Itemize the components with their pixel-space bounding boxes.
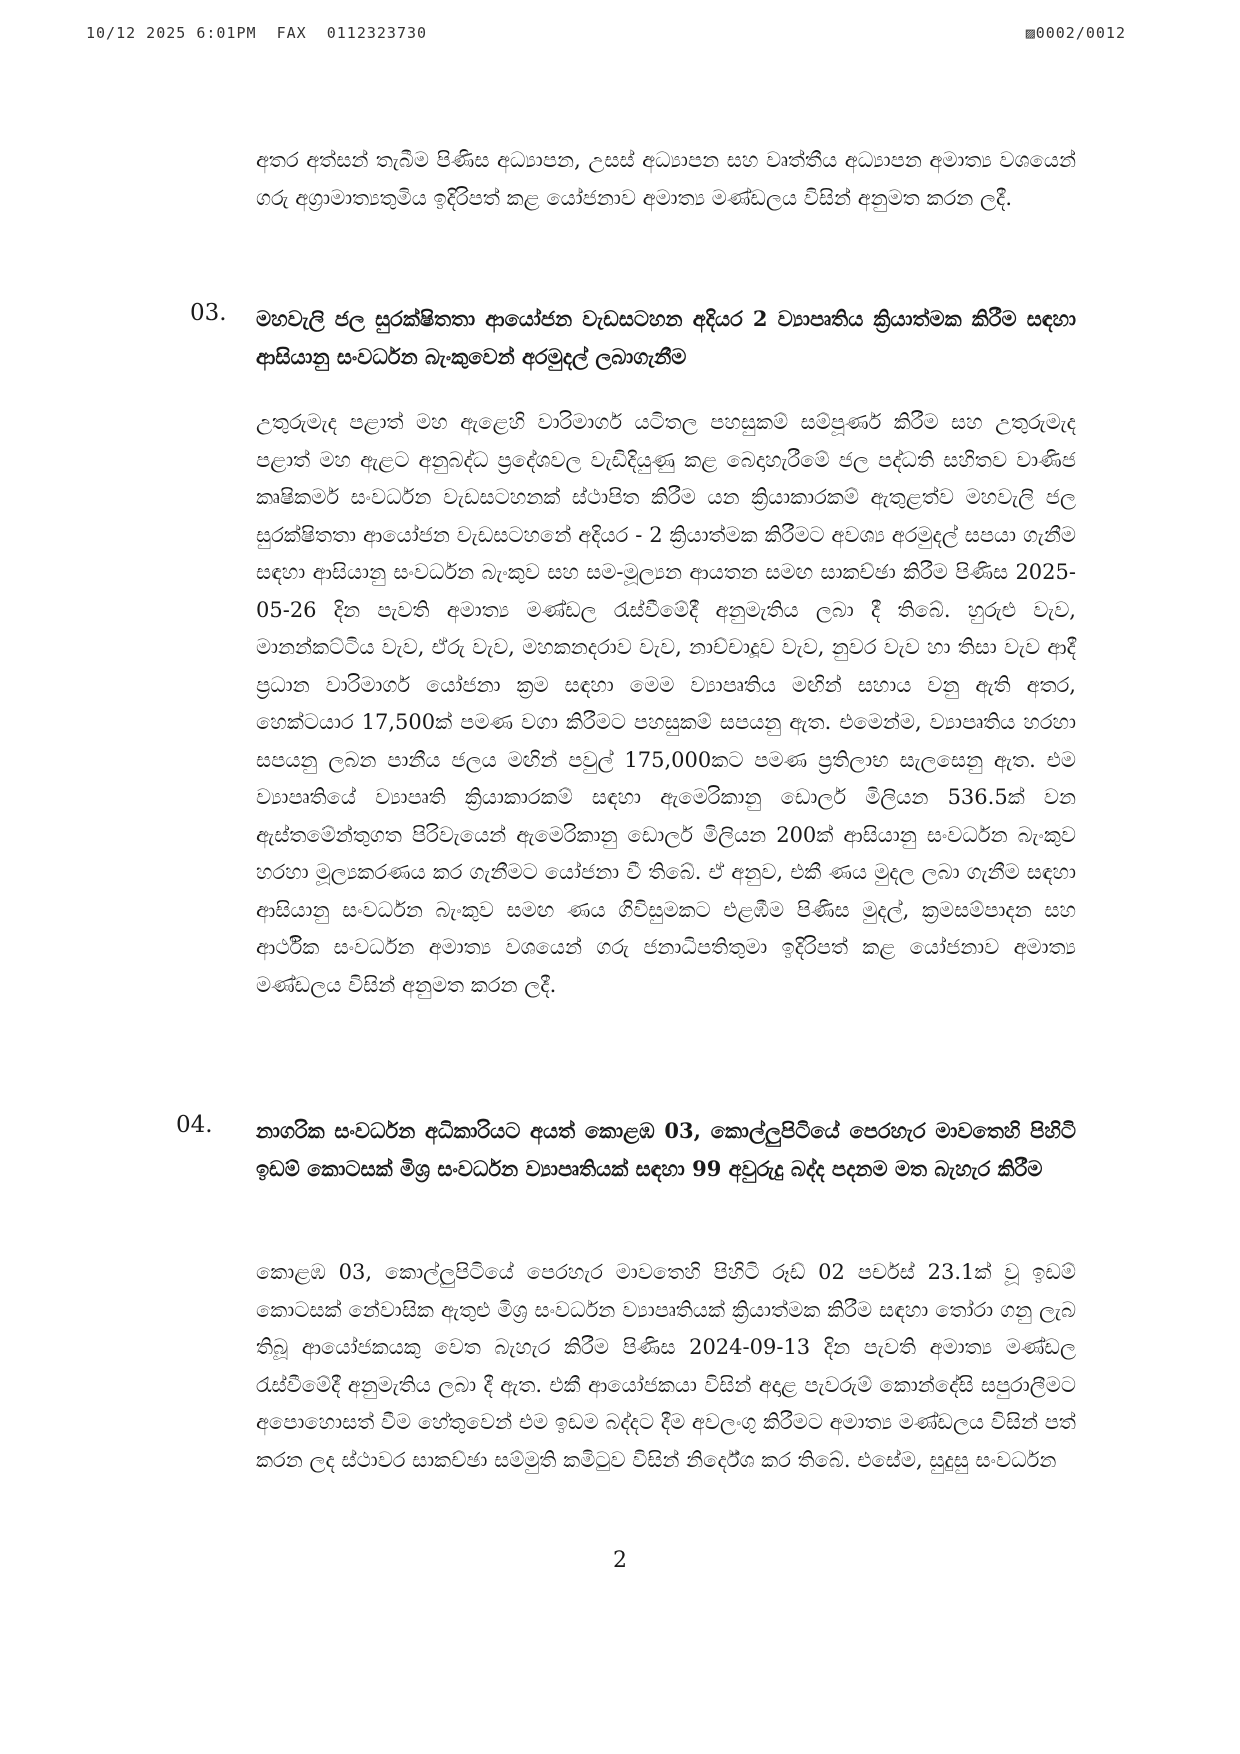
item-number-03: 03. [190,300,227,326]
page-number: 2 [613,1548,627,1573]
fax-page-counter: ▨0002/0012 [1025,24,1126,42]
fax-transmission-info: 10/12 2025 6:01PM FAX 0112323730 [86,24,428,42]
fax-header [86,24,1126,46]
item-number-04: 04. [176,1112,213,1138]
item-title-03: මහවැලි ජල සුරක්ෂිතතා ආයෝජන වැඩසටහන අදියර 2 ව්‍යාපෘතිය ක්‍රියාත්මක කිරීම සඳහා ආසියානු සංවර්ධන බැංකුවෙන් අරමුදල් ලබාගැනීම [256,306,1076,369]
item-body-03: උතුරුමැද පළාත් මහ ඇළෙහි වාරිමාර්ග යටිතල පහසුකම් සම්පූර්ණ කිරීම සහ උතුරුමැද පළාත් මහ ඇළට අනුබද්ධ ප්‍රදේශවල වැඩිදියුණු කළ බෙදාහැරීමේ ජල පද්ධති සහිතව වාණිජ කෘෂිකර්ම සංවර්ධන වැඩසටහනක් ස්ථාපිත කිරීම යන ක්‍රියාකාරකම් ඇතුළත්ව මහවැලි ජල සුරක්ෂිතතා ආයෝජන වැඩසටහනේ අදියර - 2 ක්‍රියාත්මක කිරීමට අවශ්‍ය අරමුදල් සපයා ගැනීම සඳහා ආසියානු සංවර්ධන බැංකුව සහ සම-මූල්‍යන ආයතන සමඟ සාකච්ඡා කිරීම පිණිස 2025-05-26 දින පැවති අමාත්‍ය මණ්ඩල රැස්වීමේදී අනුමැතිය ලබා දී තිබේ. හුරුළු වැව, මානන්කට්ටිය වැව, ඒරු වැව, මහකනදරාව වැව, නාච්චාදූව වැව, නුවර වැව හා තිසා වැව ආදී ප්‍රධාන වාරිමාර්ග යෝජනා ක්‍රම සඳහා මෙම ව්‍යාපෘතිය මඟින් සහාය වනු ඇති අතර, හෙක්ටයාර 17,500ක් පමණ වගා කිරීමට පහසුකම් සපයනු ඇත. එමෙන්ම, ව්‍යාපෘතිය හරහා සපයනු ලබන පානීය ජලය මඟින් පවුල් 175,000කට පමණ ප්‍රතිලාභ සැලසෙනු ඇත. එම ව්‍යාපෘතියේ ව්‍යාපෘති ක්‍රියාකාරකම් සඳහා ඇමෙරිකානු ඩොලර් මිලියන 536.5ක් වන ඇස්තමේන්තුගත පිරිවැයෙන් ඇමෙරිකානු ඩොලර් මිලියන 200ක් ආසියානු සංවර්ධන බැංකුව හරහා මූල්‍යකරණය කර ගැනීමට යෝජනා වී තිබේ. ඒ අනුව, එකී ණය මුදල ලබා ගැනීම සඳහා ආසියානු සංවර්ධන බැංකුව සමඟ ණය ගිවිසුමකට එළඹීම පිණිස මුදල්, ක්‍රමසම්පාදන සහ ආර්ථික සංවර්ධන අමාත්‍ය වශයෙන් ගරු ජනාධිපතිතුමා ඉදිරිපත් කළ යෝජනාව අමාත්‍ය මණ්ඩලය විසින් අනුමත කරන ලදී. [256,410,1076,997]
intro-paragraph: අතර අත්සන් තැබීම පිණිස අධ්‍යාපන, උසස් අධ්‍යාපන සහ වෘත්තීය අධ්‍යාපන අමාත්‍ය වශයෙන් ගරු අග්‍රාමාත්‍යතුමිය ඉදිරිපත් කළ යෝජනාව අමාත්‍ය මණ්ඩලය විසින් අනුමත කරන ලදී. [256,148,1076,210]
item-title-04: නාගරික සංවර්ධන අධිකාරියට අයත් කොළඹ 03, කොල්ලුපිටියේ පෙරහැර මාවතෙහි පිහිටි ඉඩම් කොටසක් මිශ්‍ර සංවර්ධන ව්‍යාපෘතියක් සඳහා 99 අවුරුදු බද්ද පදනම මත බැහැර කිරීම [256,1118,1076,1181]
item-body-04: කොළඹ 03, කොල්ලුපිටියේ පෙරහැර මාවතෙහි පිහිටි රූඩ් 02 පර්චස් 23.1ක් වූ ඉඩම් කොටසක් නේවාසික ඇතුළු මිශ්‍ර සංවර්ධන ව්‍යාපෘතියක් ක්‍රියාත්මක කිරීම සඳහා තෝරා ගනු ලැබ තිබූ ආයෝජකයකු වෙත බැහැර කිරීම පිණිස 2024-09-13 දින පැවති අමාත්‍ය මණ්ඩල රැස්වීමේදී අනුමැතිය ලබා දී ඇත. එකී ආයෝජකයා විසින් අදාළ පැවරුම් කොන්දේසි සපුරාලීමට අපොහොසත් වීම හේතුවෙන් එම ඉඩම බද්දට දීම අවලංගු කිරීමට අමාත්‍ය මණ්ඩලය විසින් පත් කරන ලද ස්ථාවර සාකච්ඡා සම්මුති කමිටුව විසින් නිර්දේශ කර තිබේ. එසේම, සුදුසු සංවර්ධන [256,1260,1076,1472]
